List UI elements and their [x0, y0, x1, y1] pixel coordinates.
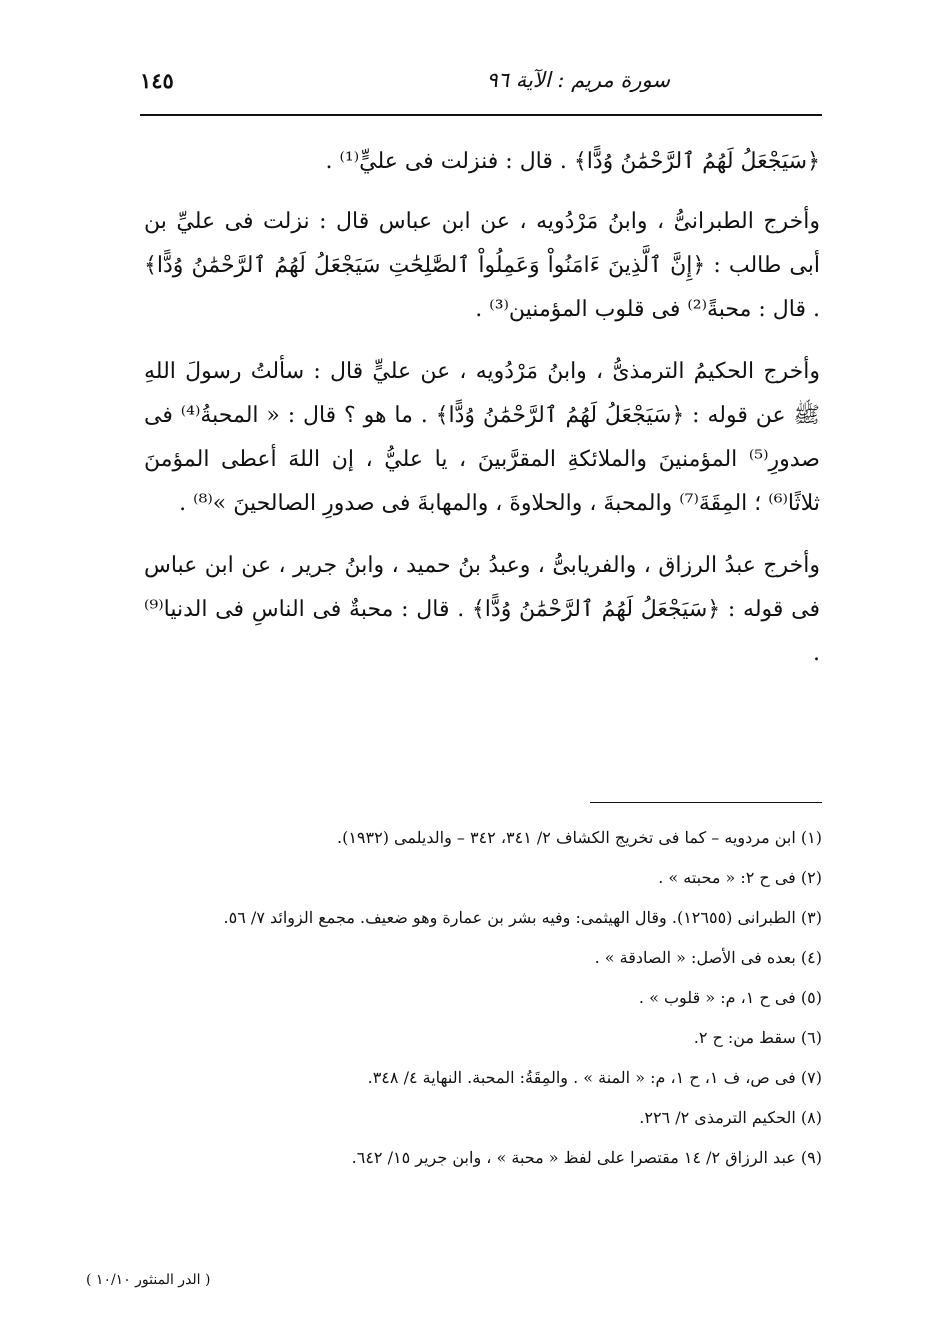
- running-title: سورة مريم : الآية ٩٦: [486, 68, 670, 92]
- footnotes: [132, 818, 822, 1178]
- footnote-rule: [590, 802, 822, 803]
- footnote: (٥) فى ح ١، م: « قلوب » .: [638, 988, 822, 1007]
- footnote: (٨) الحكيم الترمذى ٢/ ٢٢٦.: [639, 1108, 822, 1127]
- footnote: (٢) فى ح ٢: « محبته » .: [658, 868, 822, 887]
- footnote: (١) ابن مردويه – كما فى تخريج الكشاف ٢/ ٣٤١، ٣٤٢ – والديلمى (١٩٣٢).: [336, 828, 822, 847]
- footnote: (٧) فى ص، ف ١، ح ١، م: « المنة » . والمِقَةُ: المحبة. النهاية ٤/ ٣٤٨.: [367, 1068, 822, 1087]
- paragraph: وأخرج الحكيمُ الترمذىُّ ، وابنُ مَرْدُويه ، عن عليٍّ قال : سألتُ رسولَ اللهِ ﷺ عن قوله : ﴿سَيَجْعَلُ لَهُمُ ٱلرَّحْمَٰنُ وُدًّا﴾ . ما هو ؟ قال : « المحبةُ⁽⁴⁾ فى صدورِ⁽⁵⁾ المؤمنينَ والملائكةِ المقرَّبينَ ، يا عليُّ ، إن اللهَ أعطى المؤمنَ ثلاثًا⁽⁶⁾ ؛ المِقَةَ⁽⁷⁾ والمحبةَ ، والحلاوةَ ، والمهابةَ فى صدورِ الصالحينَ »⁽⁸⁾ .: [144, 359, 821, 516]
- main-text: [144, 140, 820, 694]
- page-footer-source: ( الدر المنثور ١٠/١٠ ): [86, 1272, 211, 1288]
- footnote: (٩) عبد الرزاق ٢/ ١٤ مقتصرا على لفظ « محبة » ، وابن جرير ١٥/ ٦٤٢.: [351, 1148, 822, 1167]
- header-rule: [140, 114, 822, 116]
- page-number: ١٤٥: [140, 68, 174, 93]
- paragraph: ﴿سَيَجْعَلُ لَهُمُ ٱلرَّحْمَٰنُ وُدًّا﴾ . قال : فنزلت فى عليٍّ⁽¹⁾ .: [325, 149, 820, 174]
- footnote: (٦) سقط من: ح ٢.: [693, 1028, 822, 1047]
- footnote: (٤) بعده فى الأصل: « الصادقة » .: [594, 948, 822, 967]
- paragraph: وأخرج عبدُ الرزاق ، والفريابىُّ ، وعبدُ بنُ حميد ، وابنُ جرير ، عن ابن عباس فى قوله : ﴿سَيَجْعَلُ لَهُمُ ٱلرَّحْمَٰنُ وُدًّا﴾ . قال : محبةٌ فى الناسِ فى الدنيا⁽⁹⁾ .: [144, 553, 820, 666]
- footnote: (٣) الطبرانى (١٢٦٥٥). وقال الهيثمى: وفيه بشر بن عمارة وهو ضعيف. مجمع الزوائد ٧/ ٥٦.: [223, 908, 822, 927]
- page-header: [140, 68, 820, 104]
- paragraph: وأخرج الطبرانىُّ ، وابنُ مَرْدُويه ، عن ابن عباس قال : نزلت فى عليِّ بن أبى طالب : ﴿إِنَّ ٱلَّذِينَ ءَامَنُواْ وَعَمِلُواْ ٱلصَّٰلِحَٰتِ سَيَجْعَلُ لَهُمُ ٱلرَّحْمَٰنُ وُدًّا﴾ . قال : محبةً⁽²⁾ فى قلوب المؤمنين⁽³⁾ .: [144, 209, 820, 322]
